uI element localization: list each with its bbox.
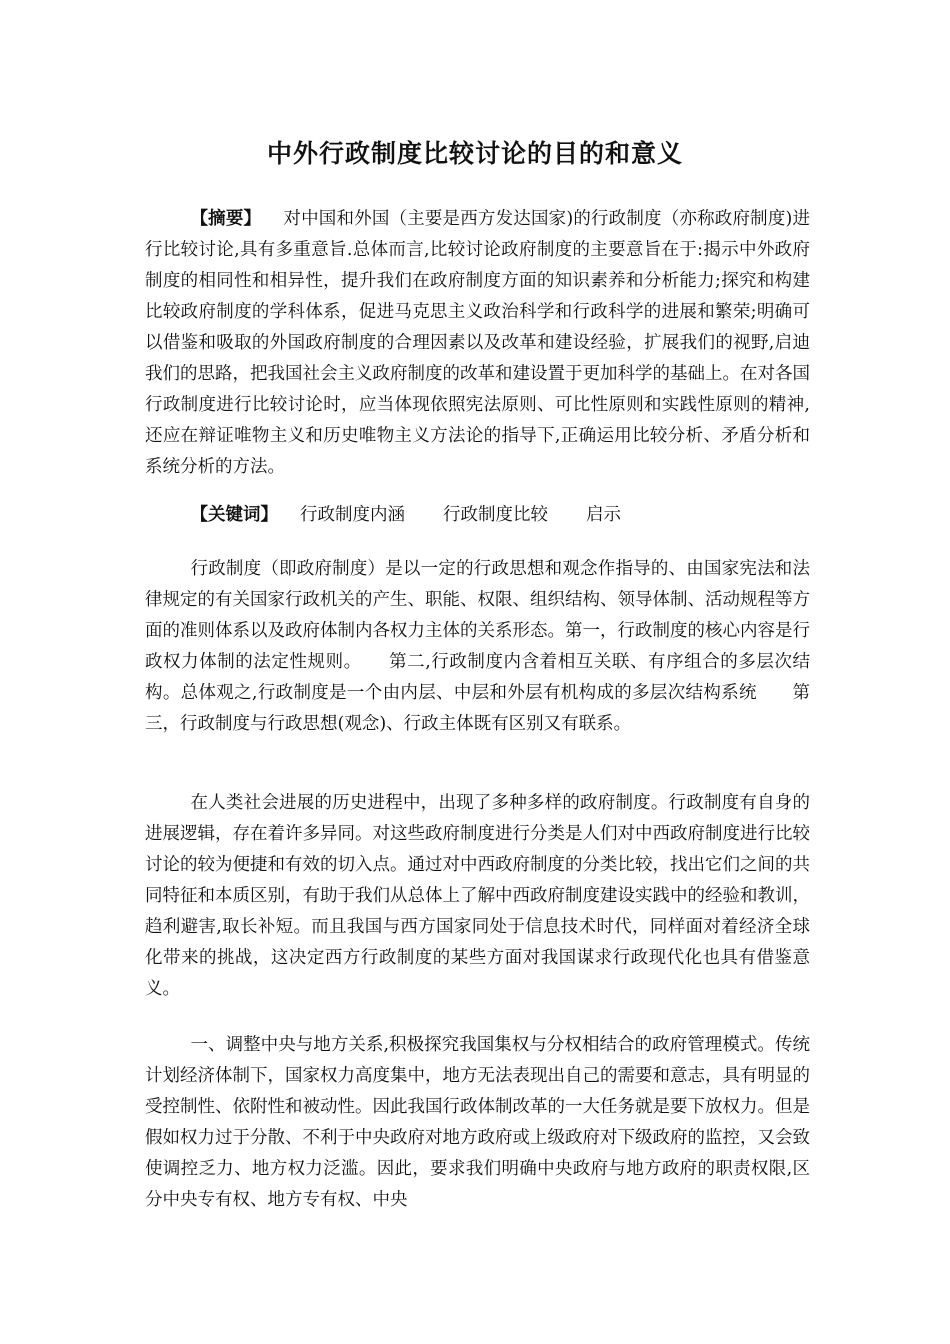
abstract-label: 【摘要】 [190, 209, 262, 229]
keyword-item: 启示 [586, 505, 621, 525]
body-paragraph-section-one: 一、调整中央与地方关系,积极探究我国集权与分权相结合的政府管理模式。传统计划经济体制下，国家权力高度集中，地方无法表现出自己的需要和意志，具有明显的受控制性、依附性和被动性。因此我国行政体制改革的一大任务就是要下放权力。但是假如权力过于分散、不利于中央政府对地方政府或上级政府对下级政府的监控，又会致使调控乏力、地方权力泛滥。因此，要求我们明确中央政府与地方政府的职责权限,区分中央专有权、地方专有权、中央 [145, 1035, 810, 1210]
keywords-label: 【关键词】 [190, 505, 278, 525]
body-paragraph-definition: 行政制度（即政府制度）是以一定的行政思想和观念作指导的、由国家宪法和法律规定的有关国家行政机关的产生、职能、权限、组织结构、领导体制、活动规程等方面的准则体系以及政府体制内各权力主体的关系形态。第一，行政制度的核心内容是行政权力体制的法定性规则。 第二,行政制度内含着相互关联、有序组合的多层次结构。总体观之,行政制度是一个由内层、中层和外层有机构成的多层次结构系统 第三，行政制度与行政思想(观念)、行政主体既有区别又有联系。 [145, 559, 810, 734]
abstract-paragraph [145, 204, 810, 483]
document-title: 中外行政制度比较讨论的目的和意义 [266, 139, 683, 168]
abstract-text: 对中国和外国（主要是西方发达国家)的行政制度（亦称政府制度)进行比较讨论,具有多重意旨.总体而言,比较讨论政府制度的主要意旨在于:揭示中外政府制度的相同性和相异性，提升我们在政府制度方面的知识素养和分析能力;探究和构建比较政府制度的学科体系，促进马克思主义政治科学和行政科学的进展和繁荣;明确可以借鉴和吸取的外国政府制度的合理因素以及改革和建设经验，扩展我们的视野,启迪我们的思路，把我国社会主义政府制度的改革和建设置于更加科学的基础上。在对各国行政制度进行比较讨论时，应当体现依照宪法原则、可比性原则和实践性原则的精神,还应在辩证唯物主义和历史唯物主义方法论的指导下,正确运用比较分析、矛盾分析和系统分析的方法。 [145, 209, 811, 477]
keyword-item: 行政制度内涵 [300, 505, 405, 525]
keyword-item: 行政制度比较 [443, 505, 548, 525]
keywords-line [145, 500, 810, 531]
body-paragraph-history: 在人类社会进展的历史进程中，出现了多种多样的政府制度。行政制度有自身的进展逻辑，存在着许多异同。对这些政府制度进行分类是人们对中西政府制度进行比较讨论的较为便捷和有效的切入点。通过对中西政府制度的分类比较，找出它们之间的共同特征和本质区别，有助于我们从总体上了解中西政府制度建设实践中的经验和教训，趋利避害,取长补短。而且我国与西方国家同处于信息技术时代，同样面对着经济全球化带来的挑战，这决定西方行政制度的某些方面对我国谋求行政现代化也具有借鉴意义。 [145, 793, 810, 999]
